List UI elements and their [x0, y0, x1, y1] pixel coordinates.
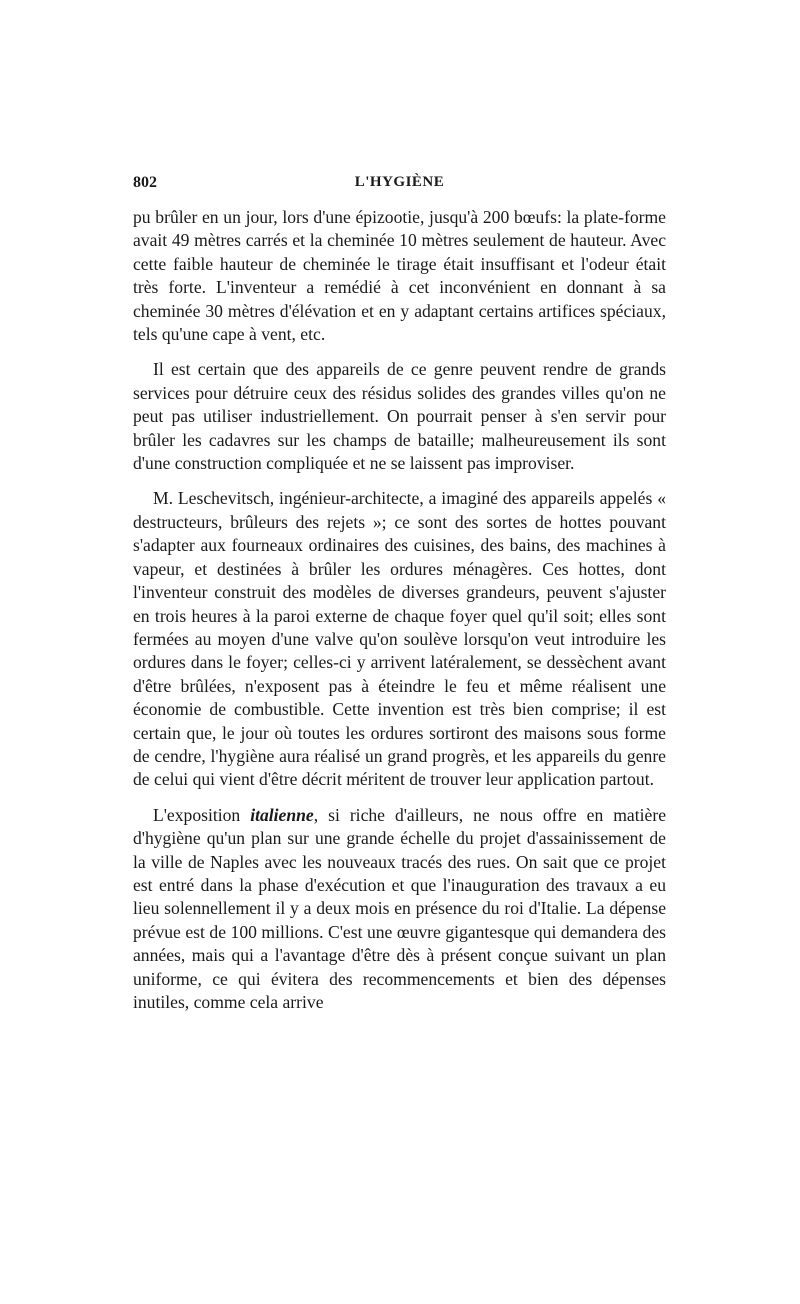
- running-head: [133, 174, 666, 196]
- paragraph-exposition-italienne: [133, 804, 666, 1015]
- running-title: L'HYGIÈNE: [354, 174, 445, 190]
- paragraph-text-start: L'exposition: [153, 804, 251, 825]
- page-number: 802: [133, 174, 157, 191]
- paragraph-appareils: Il est certain que des appareils de ce genre peuvent rendre de grands services pour détruire ceux des résidus solides des grandes villes qu'on ne peut pas utiliser industriellement. On pourrait penser à s'en servir pour brûler les cadavres sur les champs de bataille; malheureusement ils sont d'une construction compliquée et ne se laissent pas improviser.: [133, 359, 666, 474]
- paragraph-leschevitsch: M. Leschevitsch, ingénieur-architecte, a imaginé des appareils appelés « destructeurs, brûleurs des rejets »; ce sont des sortes de hottes pouvant s'adapter aux fourneaux ordinaires des cuisines, des bains, des machines à vapeur, et destinées à brûler les ordures ménagères. Ces hottes, dont l'inventeur construit des modèles de diverses grandeurs, peuvent s'ajuster en trois heures à la paroi externe de chaque foyer quel qu'il soit; elles sont fermées au moyen d'une valve qu'on soulève lorsqu'on veut introduire les ordures dans le foyer; celles-ci y arrivent latéralement, se dessèchent avant d'être brûlées, n'exposent pas à éteindre le feu et même réalisent une économie de combustible. Cette invention est très bien comprise; il est certain que, le jour où toutes les ordures sortiront des maisons sous forme de cendre, l'hygiène aura réalisé un grand progrès, et les appareils du genre de celui qui vient d'être décrit méritent de trouver leur application partout.: [133, 488, 666, 790]
- emphasized-word: italienne: [250, 804, 314, 825]
- body-text: [133, 206, 666, 1014]
- paragraph-text-rest: , si riche d'ailleurs, ne nous offre en matière d'hygiène qu'un plan sur une grande échelle du projet d'assainissement de la ville de Naples avec les nouveaux tracés des rues. On sait que ce projet est entré dans la phase d'exécution et que l'inauguration des travaux a eu lieu solennellement il y a deux mois en présence du roi d'Italie. La dépense prévue est de 100 millions. C'est une œuvre gigantesque qui demandera des années, mais qui a l'avantage d'être dès à présent conçue suivant un plan uniforme, ce qui évitera des recommencements et bien des dépenses inutiles, comme cela arrive: [133, 804, 666, 1012]
- paragraph-continuation: pu brûler en un jour, lors d'une épizootie, jusqu'à 200 bœufs: la plate-forme avait 49 mètres carrés et la cheminée 10 mètres seulement de hauteur. Avec cette faible hauteur de cheminée le tirage était insuffisant et l'odeur était très forte. L'inventeur a remédié à cet inconvénient en donnant à sa cheminée 30 mètres d'élévation et en y adaptant certains artifices spéciaux, tels qu'une cape à vent, etc.: [133, 207, 666, 345]
